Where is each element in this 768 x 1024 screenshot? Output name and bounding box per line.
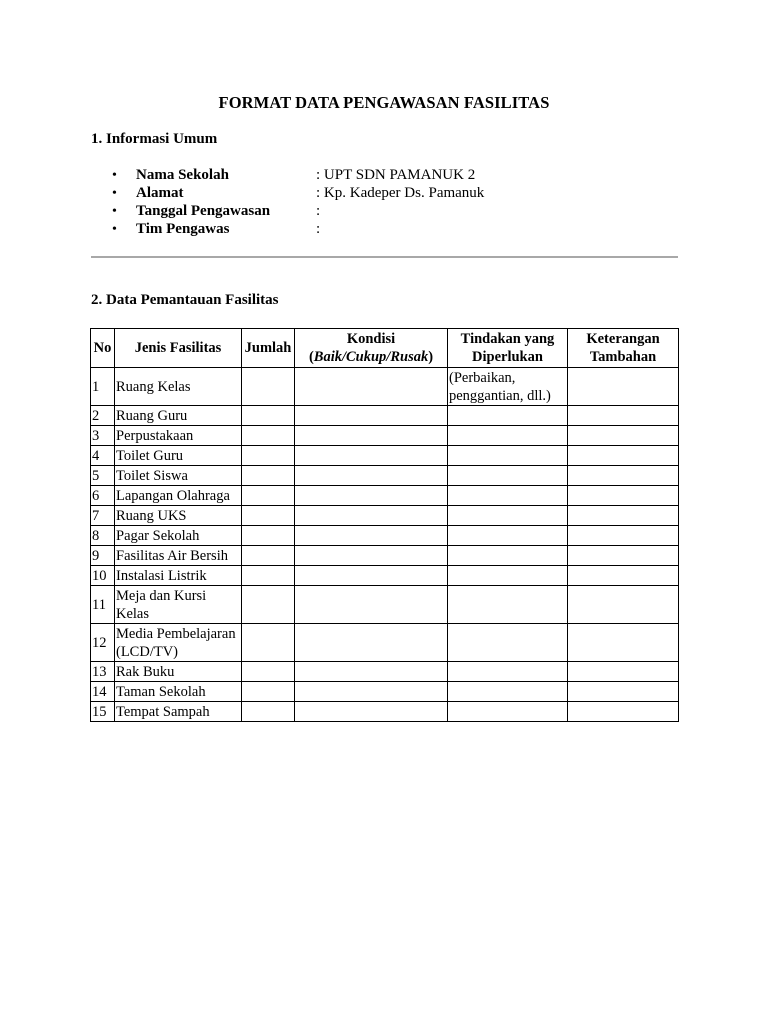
column-header-jumlah: Jumlah <box>242 329 295 368</box>
table-row <box>91 586 679 624</box>
tindakan-line-1: Tindakan yang <box>460 331 555 347</box>
cell-kondisi[interactable] <box>295 662 448 682</box>
cell-no: 2 <box>91 406 115 426</box>
table-row <box>91 486 679 506</box>
cell-tindakan[interactable] <box>448 586 568 624</box>
cell-kondisi[interactable] <box>295 546 448 566</box>
cell-jenis: Toilet Guru <box>115 446 242 466</box>
cell-kondisi[interactable] <box>295 506 448 526</box>
cell-tindakan[interactable] <box>448 566 568 586</box>
cell-keterangan[interactable] <box>568 486 679 506</box>
bullet-icon: • <box>112 186 117 201</box>
column-header-keterangan <box>568 329 679 368</box>
info-value: : UPT SDN PAMANUK 2 <box>316 167 476 183</box>
table-row <box>91 624 679 662</box>
column-header-kondisi <box>295 329 448 368</box>
cell-kondisi[interactable] <box>295 426 448 446</box>
bullet-icon: • <box>112 222 117 237</box>
table-row <box>91 546 679 566</box>
cell-keterangan[interactable] <box>568 566 679 586</box>
section-heading-informasi-umum: 1. Informasi Umum <box>91 131 218 147</box>
info-item-tanggal-pengawasan <box>112 202 484 220</box>
info-value: : <box>316 203 321 219</box>
kondisi-close-paren: ) <box>428 349 434 365</box>
cell-keterangan[interactable] <box>568 682 679 702</box>
cell-jumlah[interactable] <box>242 406 295 426</box>
column-header-tindakan <box>448 329 568 368</box>
cell-no: 3 <box>91 426 115 446</box>
cell-kondisi[interactable] <box>295 624 448 662</box>
table-row <box>91 368 679 406</box>
cell-keterangan[interactable] <box>568 466 679 486</box>
document-title: FORMAT DATA PENGAWASAN FASILITAS <box>218 93 550 112</box>
cell-keterangan[interactable] <box>568 624 679 662</box>
cell-tindakan[interactable]: (Perbaikan, penggantian, dll.) <box>448 368 568 406</box>
cell-kondisi[interactable] <box>295 526 448 546</box>
kondisi-title: Kondisi <box>346 331 396 347</box>
cell-no: 13 <box>91 662 115 682</box>
cell-tindakan[interactable] <box>448 406 568 426</box>
cell-keterangan[interactable] <box>568 586 679 624</box>
cell-jenis: Taman Sekolah <box>115 682 242 702</box>
cell-kondisi[interactable] <box>295 406 448 426</box>
table-row <box>91 526 679 546</box>
cell-kondisi[interactable] <box>295 446 448 466</box>
section-heading-data-pemantauan: 2. Data Pemantauan Fasilitas <box>91 292 279 308</box>
cell-kondisi[interactable] <box>295 702 448 722</box>
info-label: Alamat <box>136 185 184 201</box>
cell-tindakan[interactable] <box>448 702 568 722</box>
cell-kondisi[interactable] <box>295 586 448 624</box>
cell-keterangan[interactable] <box>568 546 679 566</box>
cell-tindakan[interactable] <box>448 426 568 446</box>
cell-jumlah[interactable] <box>242 426 295 446</box>
cell-jumlah[interactable] <box>242 506 295 526</box>
cell-jenis: Fasilitas Air Bersih <box>115 546 242 566</box>
cell-kondisi[interactable] <box>295 466 448 486</box>
cell-jumlah[interactable] <box>242 586 295 624</box>
info-item-nama-sekolah <box>112 166 484 184</box>
cell-keterangan[interactable] <box>568 702 679 722</box>
info-list <box>112 166 484 238</box>
horizontal-divider <box>91 256 678 258</box>
column-header-jenis-fasilitas: Jenis Fasilitas <box>115 329 242 368</box>
kondisi-options: Baik/Cukup/Rusak <box>313 349 429 365</box>
cell-keterangan[interactable] <box>568 406 679 426</box>
cell-tindakan[interactable] <box>448 662 568 682</box>
cell-no: 6 <box>91 486 115 506</box>
cell-jenis: Lapangan Olahraga <box>115 486 242 506</box>
cell-jenis: Pagar Sekolah <box>115 526 242 546</box>
keterangan-line-2: Tambahan <box>589 349 657 365</box>
info-label: Tanggal Pengawasan <box>136 203 271 219</box>
cell-jenis: Instalasi Listrik <box>115 566 242 586</box>
cell-no: 9 <box>91 546 115 566</box>
info-label: Nama Sekolah <box>136 167 229 183</box>
cell-no: 11 <box>91 586 115 624</box>
cell-kondisi[interactable] <box>295 566 448 586</box>
cell-keterangan[interactable] <box>568 426 679 446</box>
table-row <box>91 682 679 702</box>
table-row <box>91 506 679 526</box>
cell-no: 15 <box>91 702 115 722</box>
cell-tindakan[interactable] <box>448 506 568 526</box>
cell-jenis: Ruang Kelas <box>115 368 242 406</box>
info-item-alamat <box>112 184 484 202</box>
cell-keterangan[interactable] <box>568 526 679 546</box>
cell-jumlah[interactable] <box>242 446 295 466</box>
table-row <box>91 566 679 586</box>
table-row <box>91 426 679 446</box>
cell-tindakan[interactable] <box>448 526 568 546</box>
cell-jenis: Toilet Siswa <box>115 466 242 486</box>
cell-jenis: Ruang UKS <box>115 506 242 526</box>
cell-jumlah[interactable] <box>242 624 295 662</box>
cell-tindakan[interactable] <box>448 466 568 486</box>
cell-keterangan[interactable] <box>568 662 679 682</box>
cell-no: 10 <box>91 566 115 586</box>
info-label: Tim Pengawas <box>136 221 230 237</box>
facility-table <box>90 328 679 722</box>
cell-tindakan[interactable] <box>448 624 568 662</box>
cell-kondisi[interactable] <box>295 368 448 406</box>
cell-tindakan[interactable] <box>448 546 568 566</box>
cell-jenis: Perpustakaan <box>115 426 242 446</box>
table-row <box>91 466 679 486</box>
cell-no: 14 <box>91 682 115 702</box>
keterangan-line-1: Keterangan <box>586 331 660 347</box>
cell-no: 5 <box>91 466 115 486</box>
cell-no: 7 <box>91 506 115 526</box>
info-item-tim-pengawas <box>112 220 484 238</box>
cell-jumlah[interactable] <box>242 546 295 566</box>
kondisi-open-paren: ( <box>308 349 314 365</box>
table-row <box>91 406 679 426</box>
cell-jenis: Media Pembelajaran (LCD/TV) <box>115 624 242 662</box>
table-row <box>91 702 679 722</box>
cell-tindakan[interactable] <box>448 682 568 702</box>
cell-keterangan[interactable] <box>568 446 679 466</box>
cell-jumlah[interactable] <box>242 368 295 406</box>
table-row <box>91 662 679 682</box>
cell-jumlah[interactable] <box>242 702 295 722</box>
cell-keterangan[interactable] <box>568 506 679 526</box>
cell-jumlah[interactable] <box>242 466 295 486</box>
cell-no: 8 <box>91 526 115 546</box>
cell-jumlah[interactable] <box>242 486 295 506</box>
cell-jenis: Meja dan Kursi Kelas <box>115 586 242 624</box>
cell-jumlah[interactable] <box>242 566 295 586</box>
cell-jumlah[interactable] <box>242 682 295 702</box>
cell-kondisi[interactable] <box>295 682 448 702</box>
cell-jenis: Ruang Guru <box>115 406 242 426</box>
cell-tindakan[interactable] <box>448 446 568 466</box>
column-header-no: No <box>91 329 115 368</box>
tindakan-line-2: Diperlukan <box>472 349 543 365</box>
cell-kondisi[interactable] <box>295 486 448 506</box>
info-value: : Kp. Kadeper Ds. Pamanuk <box>316 185 485 201</box>
cell-keterangan[interactable] <box>568 368 679 406</box>
cell-no: 1 <box>91 368 115 406</box>
bullet-icon: • <box>112 204 117 219</box>
bullet-icon: • <box>112 168 117 183</box>
info-value: : <box>316 221 321 237</box>
cell-jenis: Tempat Sampah <box>115 702 242 722</box>
cell-tindakan[interactable] <box>448 486 568 506</box>
cell-no: 12 <box>91 624 115 662</box>
cell-jumlah[interactable] <box>242 526 295 546</box>
table-row <box>91 446 679 466</box>
table-header-row <box>91 329 679 368</box>
cell-jenis: Rak Buku <box>115 662 242 682</box>
cell-jumlah[interactable] <box>242 662 295 682</box>
cell-no: 4 <box>91 446 115 466</box>
